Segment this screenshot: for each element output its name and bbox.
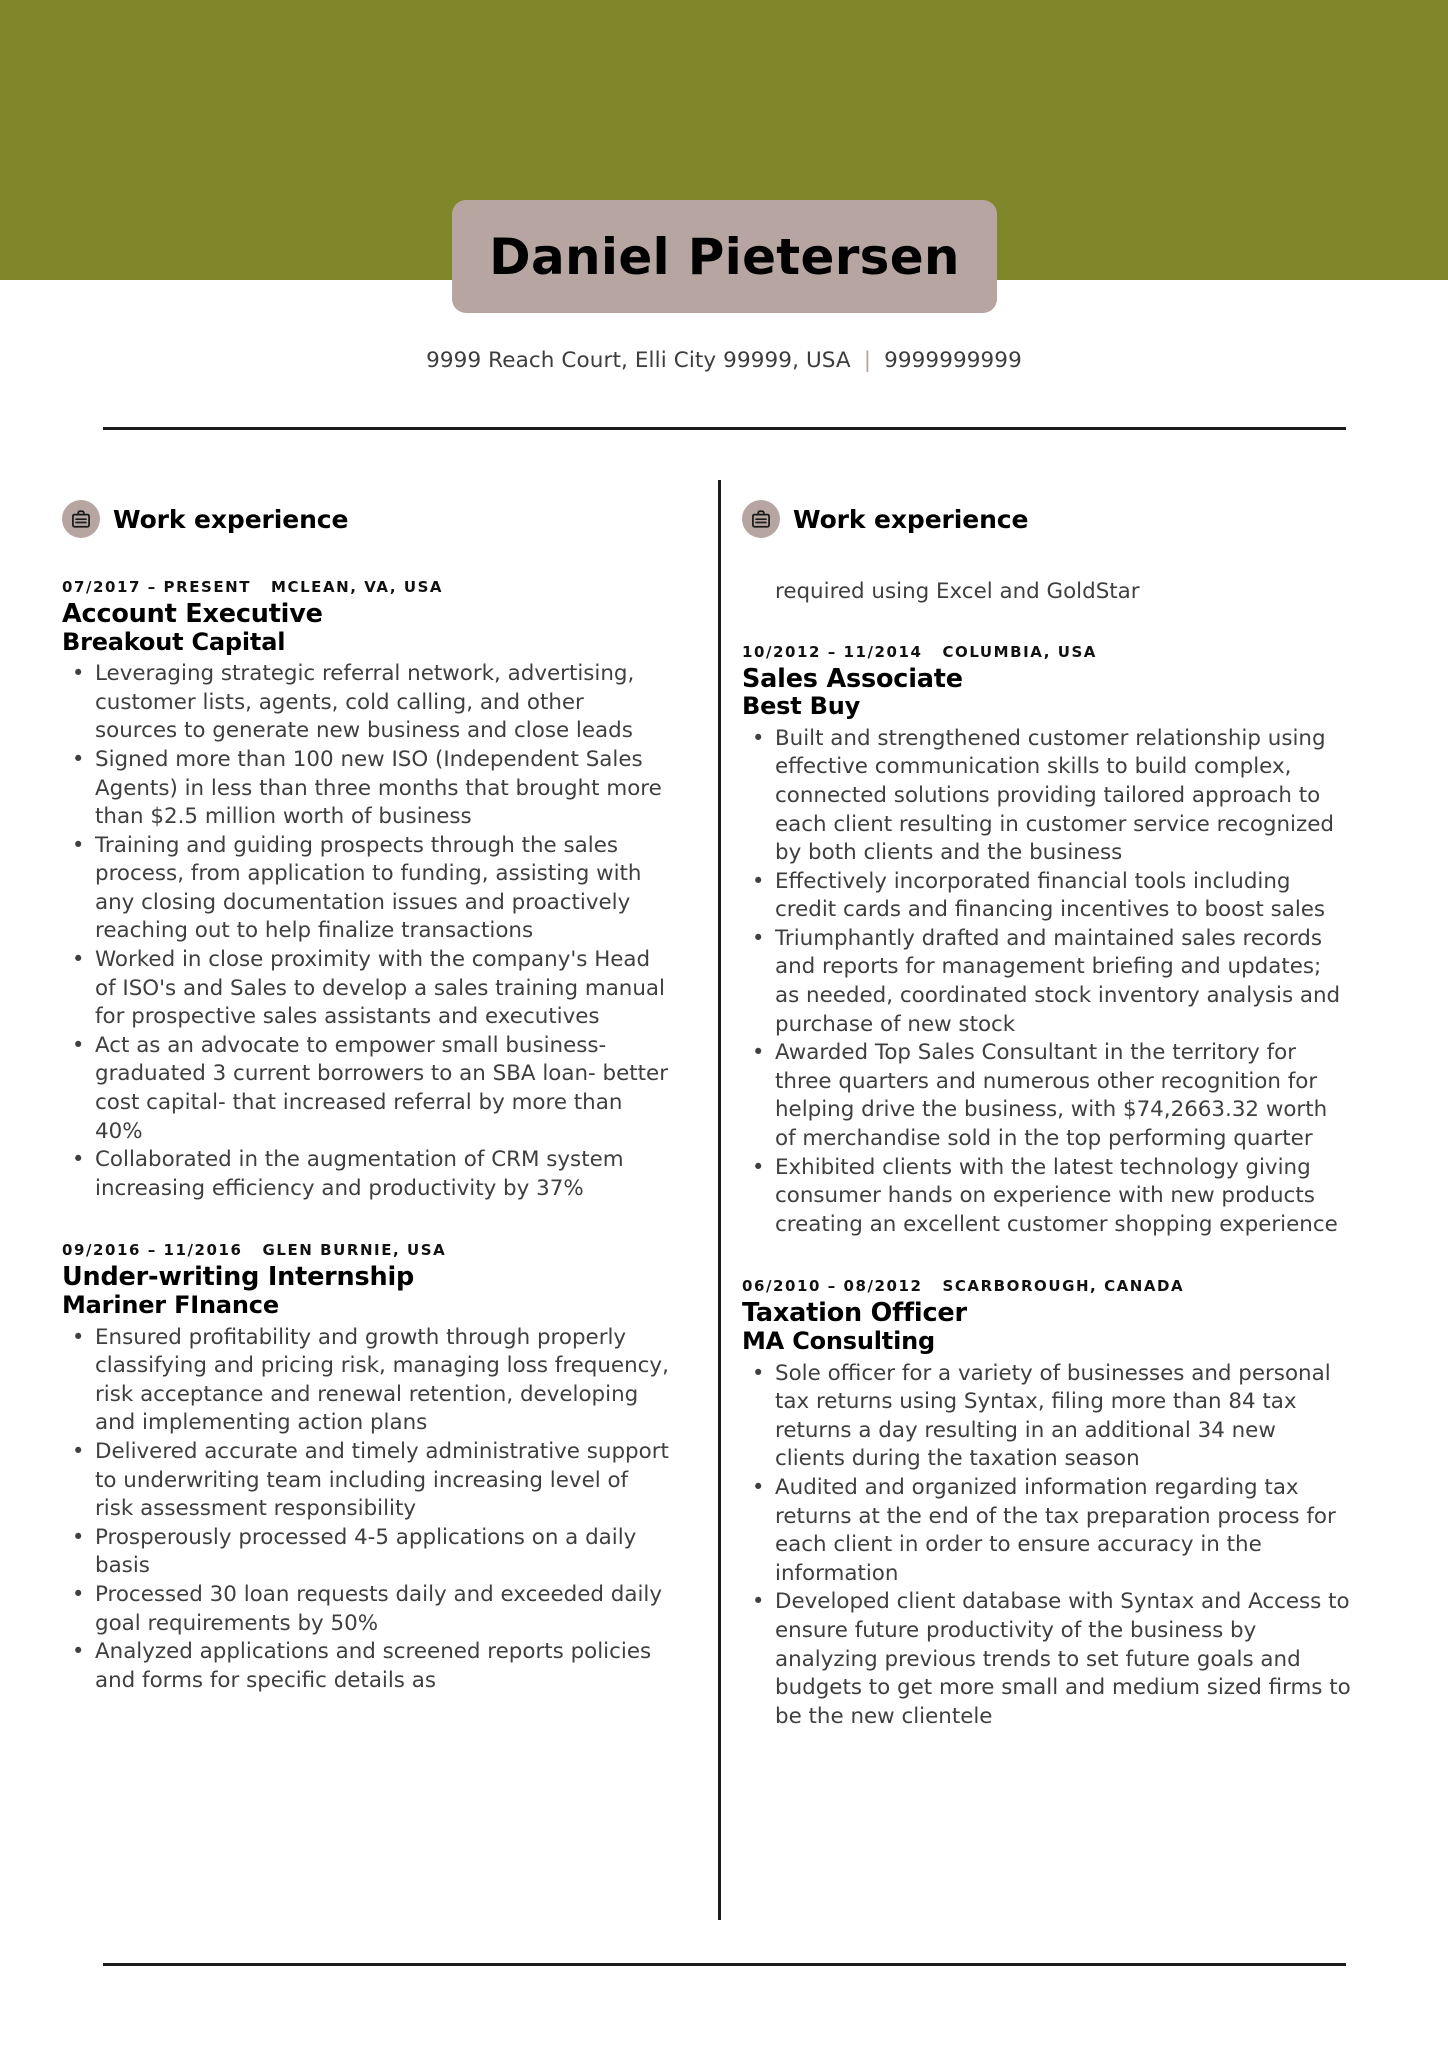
column-divider xyxy=(718,480,721,1920)
entry-location: MCLEAN, VA, USA xyxy=(271,578,444,596)
section-header-work-experience-right xyxy=(742,500,1352,538)
entry-job-title: Sales Associate xyxy=(742,663,963,694)
entry-job-title: Taxation Officer xyxy=(742,1298,967,1329)
entry-meta xyxy=(62,1241,672,1259)
section-header-work-experience-left xyxy=(62,500,672,538)
entry-organization: Breakout Capital xyxy=(62,627,286,656)
bullet-item: • Leveraging strategic referral network, advertising, customer lists, agents, cold calling, and other sources to generate new business and close leads xyxy=(62,660,672,746)
bullet-item: • Act as an advocate to empower small business- graduated 3 current borrowers to an SBA loan- better cost capital- that increased referral by more than 40% xyxy=(62,1032,672,1146)
entry-bullets xyxy=(62,1324,672,1696)
entry-organization: Best Buy xyxy=(742,692,861,721)
candidate-name: Daniel Pietersen xyxy=(489,227,960,286)
contact-separator: | xyxy=(863,348,872,373)
entry-dates: 06/2010 – 08/2012 xyxy=(742,1277,923,1296)
bullet-item: • Worked in close proximity with the company's Head of ISO's and Sales to develop a sales training manual for prospective sales assistants and executives xyxy=(62,946,672,1032)
experience-entry xyxy=(742,643,1352,1240)
experience-entry xyxy=(62,1241,672,1695)
entry-bullets xyxy=(742,1360,1352,1732)
entry-meta xyxy=(62,578,672,596)
entry-location: SCARBOROUGH, CANADA xyxy=(942,1277,1185,1296)
entry-organization: MA Consulting xyxy=(742,1326,935,1355)
bullet-item: • Processed 30 loan requests daily and exceeded daily goal requirements by 50% xyxy=(62,1581,672,1638)
left-column xyxy=(62,500,672,1695)
bullet-item: • Awarded Top Sales Consultant in the territory for three quarters and numerous other recognition for helping drive the business, with $74,2663.32 worth of merchandise sold in the top performing quarter xyxy=(742,1039,1352,1153)
briefcase-icon xyxy=(742,500,780,538)
bullet-item: • Training and guiding prospects through the sales process, from application to funding, assisting with any closing documentation issues and proactively reaching out to help finalize transactions xyxy=(62,832,672,946)
entry-organization: Mariner FInance xyxy=(62,1290,279,1319)
experience-entry xyxy=(742,1277,1352,1731)
entry-location: GLEN BURNIE, USA xyxy=(262,1241,447,1260)
entry-dates: 10/2012 – 11/2014 xyxy=(742,642,923,661)
experience-entry xyxy=(62,578,672,1203)
entry-meta xyxy=(742,1277,1352,1295)
entry-location: COLUMBIA, USA xyxy=(942,642,1097,661)
bullet-item: • Built and strengthened customer relationship using effective communication skills to build complex, connected solutions providing tailored approach to each client resulting in customer service recognized by both clients and the business xyxy=(742,725,1352,868)
briefcase-icon xyxy=(62,500,100,538)
header-divider-rule xyxy=(103,427,1346,430)
entry-dates: 07/2017 – PRESENT xyxy=(62,578,252,596)
entry-bullets xyxy=(742,725,1352,1240)
bullet-item: • Sole officer for a variety of businesses and personal tax returns using Syntax, filing more than 84 tax returns a day resulting in an additional 34 new clients during the taxation season xyxy=(742,1360,1352,1474)
contact-line xyxy=(0,348,1448,373)
bullet-item: • Signed more than 100 new ISO (Independent Sales Agents) in less than three months that brought more than $2.5 million worth of business xyxy=(62,746,672,832)
contact-address: 9999 Reach Court, Elli City 99999, USA xyxy=(426,348,851,373)
right-column xyxy=(742,500,1352,1731)
entry-job-title: Under-writing Internship xyxy=(62,1262,415,1293)
section-title: Work experience xyxy=(793,504,1029,534)
bullet-item: • Prosperously processed 4-5 applications on a daily basis xyxy=(62,1524,672,1581)
bullet-item: • Developed client database with Syntax and Access to ensure future productivity of the business by analyzing previous trends to set future goals and budgets to get more small and medium sized firms to be the new clientele xyxy=(742,1588,1352,1731)
bullet-item: • Effectively incorporated financial tools including credit cards and financing incentives to boost sales xyxy=(742,868,1352,925)
bullet-item: • Delivered accurate and timely administrative support to underwriting team including increasing level of risk assessment responsibility xyxy=(62,1438,672,1524)
bullet-item: • Audited and organized information regarding tax returns at the end of the tax preparation process for each client in order to ensure accuracy in the information xyxy=(742,1474,1352,1588)
footer-divider-rule xyxy=(103,1963,1346,1966)
section-title: Work experience xyxy=(113,504,349,534)
bullet-item: • Collaborated in the augmentation of CRM system increasing efficiency and productivity by 37% xyxy=(62,1146,672,1203)
entry-dates: 09/2016 – 11/2016 xyxy=(62,1241,243,1260)
entry-job-title: Account Executive xyxy=(62,599,323,629)
continuation-text: required using Excel and GoldStar xyxy=(775,579,1140,604)
name-banner xyxy=(452,200,997,313)
entry-meta xyxy=(742,643,1352,661)
bullet-item: • Exhibited clients with the latest technology giving consumer hands on experience with new products creating an excellent customer shopping experience xyxy=(742,1154,1352,1240)
bullet-item: • Ensured profitability and growth through properly classifying and pricing risk, managing loss frequency, risk acceptance and renewal retention, developing and implementing action plans xyxy=(62,1324,672,1438)
bullet-item: • Analyzed applications and screened reports policies and forms for specific details as xyxy=(62,1638,672,1695)
entry-bullets xyxy=(62,660,672,1203)
bullet-item: • Triumphantly drafted and maintained sales records and reports for management briefing and updates; as needed, coordinated stock inventory analysis and purchase of new stock xyxy=(742,925,1352,1039)
contact-phone: 9999999999 xyxy=(884,348,1022,373)
